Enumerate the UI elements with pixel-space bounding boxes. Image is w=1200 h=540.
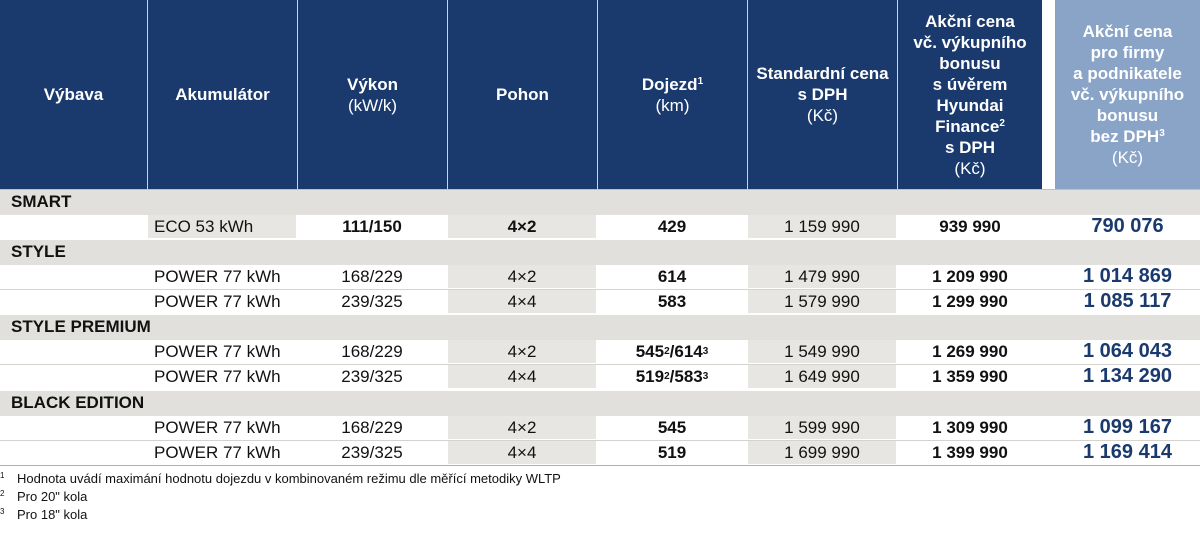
cell-vykon: 111/150 <box>298 215 446 238</box>
header-vykon <box>298 0 448 189</box>
group-row-black-edition <box>0 391 1200 416</box>
cell-dojezd: 519 <box>598 441 746 464</box>
cell-akcni-cena-firmy: 1 099 167 <box>1055 416 1200 439</box>
cell-akcni-cena: 939 990 <box>898 215 1042 238</box>
footnote: 1 Hodnota uvádí maximání hodnotu dojezdu v kombinovaném režimu dle měřící metodiky WLTP <box>0 471 561 486</box>
header-firmy-line: a podnikatele <box>1073 64 1182 83</box>
dojezd-value-b: 614 <box>674 341 703 361</box>
cell-akcni-cena-firmy: 1 014 869 <box>1055 265 1200 288</box>
footnote-text: Pro 20" kola <box>17 489 88 504</box>
cell-standardni-cena: 1 699 990 <box>748 441 896 464</box>
table-row <box>0 441 1200 466</box>
group-label: STYLE <box>11 242 66 261</box>
table-bottom-border <box>0 465 1200 466</box>
header-dojezd-unit: (km) <box>655 95 690 115</box>
header-vykon-unit: (kW/k) <box>347 95 398 115</box>
footnote: 3 Pro 18" kola <box>0 507 88 522</box>
header-akumulator-label: Akumulátor <box>175 85 270 104</box>
cell-standardni-cena: 1 579 990 <box>748 290 896 313</box>
cell-vykon: 168/229 <box>298 265 446 288</box>
header-akcni-cena <box>898 0 1042 189</box>
cell-akcni-cena-firmy: 1 064 043 <box>1055 340 1200 363</box>
group-row-style-premium <box>0 315 1200 340</box>
cell-akumulator: POWER 77 kWh <box>148 416 296 439</box>
header-akumulator <box>148 0 298 189</box>
cell-standardni-cena: 1 159 990 <box>748 215 896 238</box>
cell-dojezd: 545 <box>598 416 746 439</box>
cell-akcni-cena-firmy: 790 076 <box>1055 215 1200 238</box>
header-std-unit: (Kč) <box>806 106 839 125</box>
cell-akumulator: POWER 77 kWh <box>148 365 296 388</box>
header-firmy-unit: (Kč) <box>1111 148 1144 167</box>
header-akcni-cena-firmy <box>1055 0 1200 189</box>
cell-standardni-cena: 1 479 990 <box>748 265 896 288</box>
cell-akcni-cena-firmy: 1 134 290 <box>1055 365 1200 388</box>
cell-vykon: 168/229 <box>298 416 446 439</box>
header-akcni-finance-sup: 2 <box>999 117 1005 129</box>
cell-akumulator: POWER 77 kWh <box>148 290 296 313</box>
table-row <box>0 365 1200 390</box>
header-pohon-label: Pohon <box>496 85 549 104</box>
header-firmy-line: Akční cena <box>1082 22 1173 41</box>
table-row <box>0 340 1200 365</box>
cell-akcni-cena: 1 399 990 <box>898 441 1042 464</box>
header-akcni-unit: (Kč) <box>954 158 986 178</box>
cell-akumulator: ECO 53 kWh <box>148 215 296 238</box>
cell-standardni-cena: 1 599 990 <box>748 416 896 439</box>
header-akcni-line: Akční cena <box>925 11 1015 31</box>
dojezd-value-a: 545 <box>635 341 665 361</box>
footnote-text: Hodnota uvádí maximání hodnotu dojezdu v kombinovaném režimu dle měřící metodiky WLTP <box>17 471 561 486</box>
cell-vykon: 239/325 <box>298 365 446 388</box>
cell-akumulator: POWER 77 kWh <box>148 441 296 464</box>
cell-pohon: 4×4 <box>448 365 596 388</box>
cell-akcni-cena: 1 309 990 <box>898 416 1042 439</box>
header-vybava-label: Výbava <box>43 85 104 104</box>
group-row-smart <box>0 190 1200 215</box>
cell-pohon: 4×2 <box>448 265 596 288</box>
cell-dojezd: 545 2 / 614 3 <box>598 340 746 363</box>
cell-akcni-cena-firmy: 1 085 117 <box>1055 290 1200 313</box>
cell-akcni-cena: 1 209 990 <box>898 265 1042 288</box>
cell-dojezd: 429 <box>598 215 746 238</box>
cell-dojezd: 519 2 / 583 3 <box>598 365 746 388</box>
cell-pohon: 4×4 <box>448 290 596 313</box>
header-vykon-label: Výkon <box>346 74 399 94</box>
header-std-line2: s DPH <box>797 85 848 104</box>
header-firmy-line: pro firmy <box>1090 43 1165 62</box>
header-gap <box>1042 0 1055 189</box>
dojezd-value-a: 519 <box>635 366 665 386</box>
header-firmy-line: vč. výkupního <box>1070 85 1185 104</box>
cell-akumulator: POWER 77 kWh <box>148 265 296 288</box>
header-pohon <box>448 0 598 189</box>
footnotes <box>0 470 561 524</box>
dojezd-value-b: 583 <box>674 366 703 386</box>
footnote: 2 Pro 20" kola <box>0 489 88 504</box>
cell-dojezd: 614 <box>598 265 746 288</box>
header-akcni-finance: Finance <box>935 116 1000 136</box>
cell-akcni-cena: 1 299 990 <box>898 290 1042 313</box>
cell-akcni-cena: 1 359 990 <box>898 365 1042 388</box>
table-row <box>0 215 1200 240</box>
header-firmy-sup: 3 <box>1159 128 1165 139</box>
cell-vykon: 168/229 <box>298 340 446 363</box>
cell-standardni-cena: 1 549 990 <box>748 340 896 363</box>
header-dojezd <box>598 0 748 189</box>
cell-standardni-cena: 1 649 990 <box>748 365 896 388</box>
header-dojezd-sup: 1 <box>697 75 704 87</box>
cell-akcni-cena: 1 269 990 <box>898 340 1042 363</box>
table-row <box>0 290 1200 315</box>
header-vybava <box>0 0 148 189</box>
group-label: STYLE PREMIUM <box>11 317 151 336</box>
group-label: SMART <box>11 192 72 211</box>
cell-akcni-cena-firmy: 1 169 414 <box>1055 441 1200 464</box>
header-std-line1: Standardní cena <box>756 64 889 83</box>
group-label: BLACK EDITION <box>11 393 145 412</box>
header-dojezd-label: Dojezd <box>641 74 698 94</box>
cell-dojezd: 583 <box>598 290 746 313</box>
header-akcni-line: vč. výkupního <box>913 32 1027 52</box>
cell-pohon: 4×2 <box>448 416 596 439</box>
cell-vykon: 239/325 <box>298 290 446 313</box>
cell-vykon: 239/325 <box>298 441 446 464</box>
header-firmy-line: bonusu <box>1096 106 1159 125</box>
header-akcni-line: bonusu <box>939 53 1001 73</box>
header-akcni-line: s úvěrem <box>932 74 1008 94</box>
cell-pohon: 4×2 <box>448 340 596 363</box>
header-firmy-last: bez DPH <box>1090 127 1160 146</box>
footnote-text: Pro 18" kola <box>17 507 88 522</box>
table-row <box>0 265 1200 290</box>
header-akcni-line: Hyundai <box>936 95 1004 115</box>
cell-pohon: 4×2 <box>448 215 596 238</box>
header-akcni-dph: s DPH <box>944 137 996 157</box>
header-standardni-cena <box>748 0 898 189</box>
table-row <box>0 416 1200 441</box>
group-row-style <box>0 240 1200 265</box>
cell-pohon: 4×4 <box>448 441 596 464</box>
cell-akumulator: POWER 77 kWh <box>148 340 296 363</box>
